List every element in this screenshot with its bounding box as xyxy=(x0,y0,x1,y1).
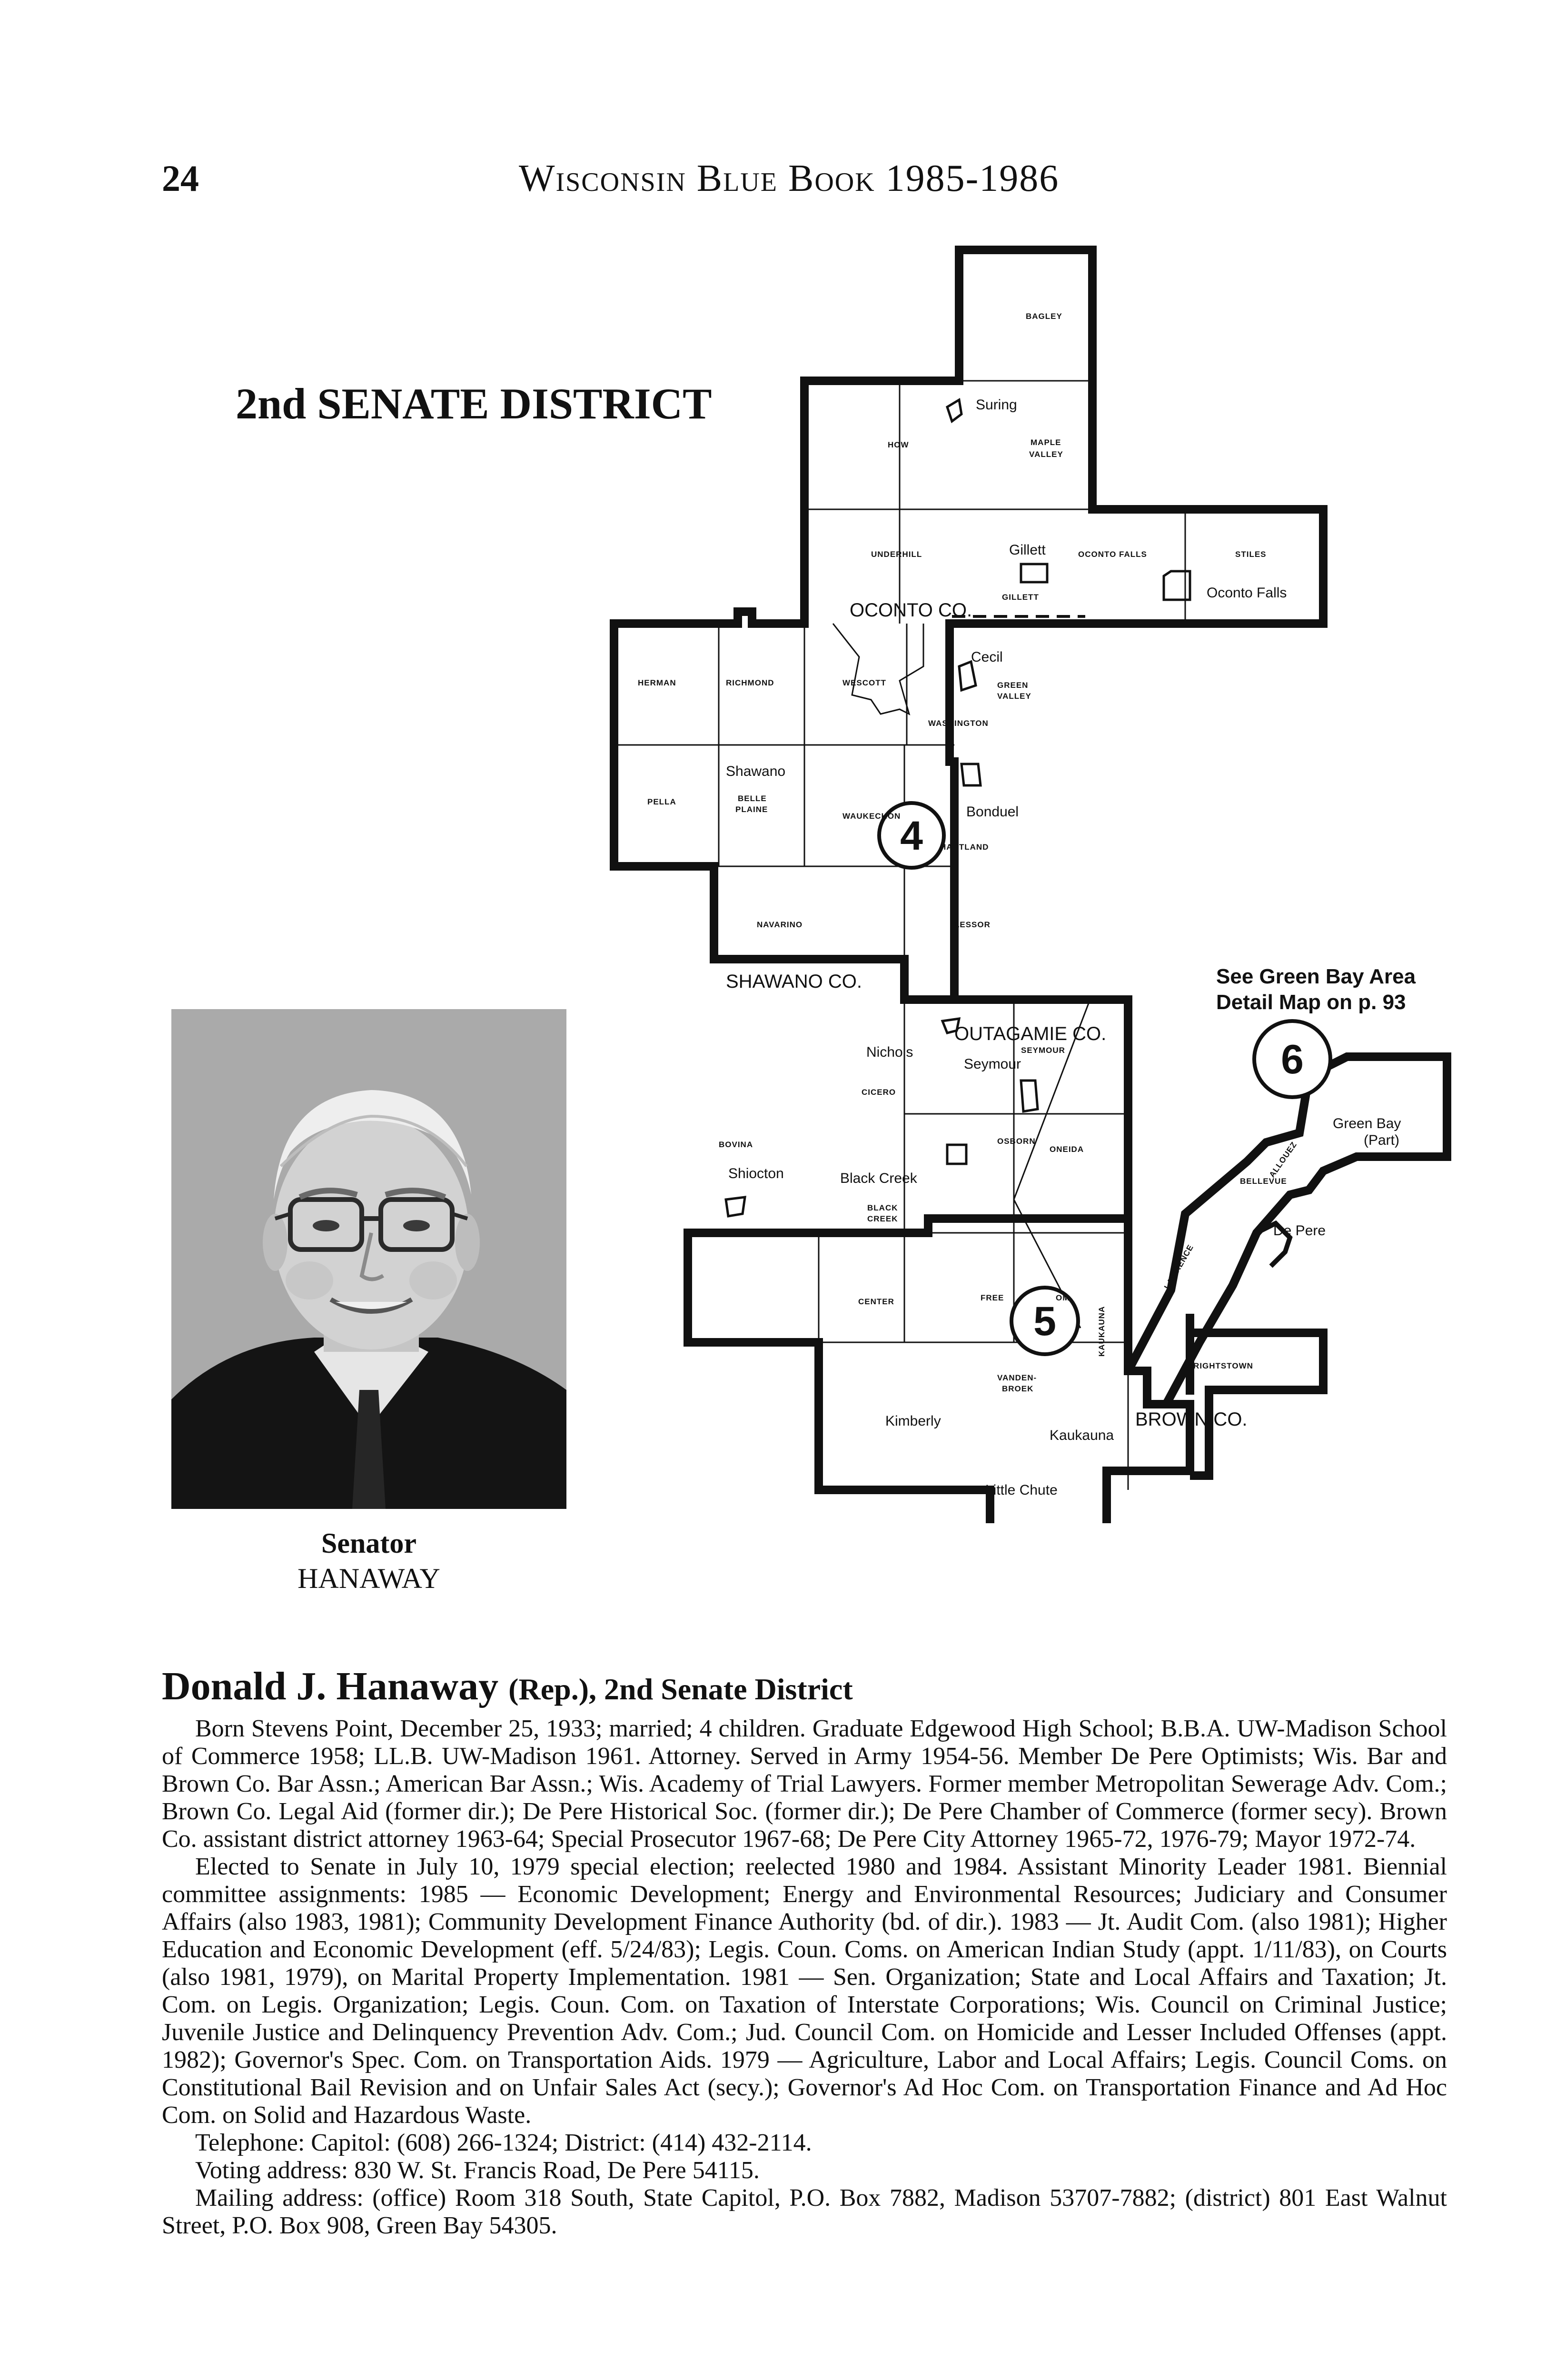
town-label: HARTLAND xyxy=(940,843,989,852)
town-label: STILES xyxy=(1235,550,1267,559)
town-label: FREE xyxy=(981,1293,1004,1302)
county-label-shawano: SHAWANO CO. xyxy=(726,971,862,992)
county-label-brown: BROWN CO. xyxy=(1135,1409,1248,1430)
town-label: CICERO xyxy=(862,1088,896,1097)
town-label: CREEK xyxy=(867,1214,898,1223)
town-label: KAUKAUNA xyxy=(1097,1306,1106,1357)
running-title: Wisconsin Blue Book 1985-1986 xyxy=(519,158,1060,199)
city-label: Nichols xyxy=(866,1044,913,1060)
town-label: VANDEN- xyxy=(997,1373,1037,1382)
town-label: BAGLEY xyxy=(1026,312,1062,321)
senator-portrait xyxy=(171,1009,566,1509)
town-label: GILLETT xyxy=(1002,593,1039,602)
svg-text:6: 6 xyxy=(1281,1037,1304,1082)
svg-text:5: 5 xyxy=(1033,1299,1056,1344)
town-label: HERMAN xyxy=(638,678,676,687)
town-label: PELLA xyxy=(647,797,676,806)
photo-caption xyxy=(171,1526,566,1596)
party-district: (Rep.), 2nd Senate District xyxy=(508,1672,853,1706)
district-title: 2nd SENATE DISTRICT xyxy=(236,379,712,428)
city-label: Kimberly xyxy=(885,1413,941,1429)
city-label: Shiocton xyxy=(728,1166,784,1181)
page-number: 24 xyxy=(162,158,199,199)
bio-paragraph: Born Stevens Point, December 25, 1933; married; 4 children. Graduate Edgewood High School; B.B.A. UW-Madison School of Commerce 1958; LL.B. UW-Madison 1961. Attorney. Served in Army 1954-56. Member De Pere Optimists; Wis. Bar and Brown Co. Bar Assn.; American Bar Assn.; Wis. Academy of Trial Lawyers. Former member Metropolitan Sewerage Adv. Com.; Brown Co. Legal Aid (former dir.); De Pere Historical Soc. (former dir.); De Pere Chamber of Commerce (former secy). Brown Co. assistant district attorney 1963-64; Special Prosecutor 1967-68; De Pere City Attorney 1965-72, 1976-79; Mayor 1972-74. xyxy=(162,1715,1447,1853)
town-label: VALLEY xyxy=(1029,450,1063,459)
town-label: BELLE xyxy=(738,794,767,803)
bio-telephone: Telephone: Capitol: (608) 266-1324; District: (414) 432-2114. xyxy=(195,2129,812,2156)
biography xyxy=(162,1664,1447,2240)
bio-paragraph: Elected to Senate in July 10, 1979 special election; reelected 1980 and 1984. Assistant Minority Leader 1981. Biennial committee assignments: 1985 — Economic Development; Energy and Environmental Resources; Judiciary and Consumer Affairs (also 1983, 1981); Community Development Finance Authority (bd. of dir.). 1983 — Jt. Audit Com. (also 1981); Higher Education and Economic Development (eff. 5/24/83); Legis. Coun. Coms. on American Indian Study (appt. 1/11/83), on Courts (also 1981, 1979), on Marital Property Implementation. 1981 — Sen. Organization; State and Local Affairs and Taxation; Jt. Com. on Legis. Organization; Legis. Coun. Com. on Taxation of Interstate Corporations; Wis. Council on Criminal Justice; Juvenile Justice and Delinquency Prevention Adv. Com.; Jud. Council Com. on Homicide and Lesser Included Offenses (appt. 1982); Governor's Spec. Com. on Transportation Aids. 1979 — Agriculture, Labor and Local Affairs; Legis. Council Coms. on Constitutional Bail Revision and on Unfair Sales Act (secy.); Governor's Ad Hoc Com. on Transportation Finance and Ad Hoc Com. on Solid and Hazardous Waste. xyxy=(162,1853,1447,2129)
town-label: OM xyxy=(1056,1293,1070,1302)
town-label: BLACK xyxy=(867,1203,898,1212)
city-label: Suring xyxy=(976,397,1017,413)
town-label: WESCOTT xyxy=(842,678,886,687)
county-label-oconto: OCONTO CO. xyxy=(850,600,972,621)
city-label: Oconto Falls xyxy=(1207,585,1287,601)
town-label: GREEN xyxy=(997,681,1029,690)
town-label: LAWRENCE xyxy=(1162,1243,1196,1291)
town-label: HOW xyxy=(888,440,909,449)
city-label: Gillett xyxy=(1009,542,1046,558)
town-label: PLAINE xyxy=(735,805,768,814)
town-label: SEYMOUR xyxy=(1021,1046,1065,1055)
town-label: ONEIDA xyxy=(1050,1145,1084,1154)
bio-mailing-address: Mailing address: (office) Room 318 South, State Capitol, P.O. Box 7882, Madison 53707-7882; (district) 801 East Walnut Street, P.O. Box 908, Green Bay 54305. xyxy=(162,2184,1447,2239)
county-label-outagamie: OUTAGAMIE CO. xyxy=(954,1023,1107,1044)
town-label: BELLEVUE xyxy=(1240,1177,1287,1186)
town-label: BROEK xyxy=(1002,1384,1034,1393)
city-label: Seymour xyxy=(964,1056,1021,1072)
senator-name: Donald J. Hanaway xyxy=(162,1664,499,1708)
town-label: WRIGHTSTOWN xyxy=(1185,1361,1253,1370)
city-label: (Part) xyxy=(1364,1132,1399,1148)
assembly-district-6 xyxy=(1254,1021,1330,1097)
town-label: OSBORN xyxy=(997,1137,1036,1146)
town-label: NAVARINO xyxy=(757,920,803,929)
town-label: WAUKECHON xyxy=(842,812,901,821)
map-note: See Green Bay Area Detail Map on p. 93 xyxy=(1216,965,1416,1014)
bio-voting-address: Voting address: 830 W. St. Francis Road, De Pere 54115. xyxy=(195,2157,760,2184)
city-label: Little Chute xyxy=(985,1482,1058,1498)
town-label: CENTER xyxy=(858,1297,894,1306)
caption-name: HANAWAY xyxy=(297,1563,440,1594)
town-label: LESSOR xyxy=(954,920,991,929)
town-label: ALLOUEZ xyxy=(1267,1140,1299,1180)
town-label: MAPLE xyxy=(1031,438,1061,447)
city-label: Bonduel xyxy=(966,804,1019,820)
city-label: De Pere xyxy=(1273,1223,1326,1239)
city-label: Kaukauna xyxy=(1050,1428,1114,1443)
city-label: Cecil xyxy=(971,649,1003,665)
town-label: WASHINGTON xyxy=(928,719,989,728)
town-label: VALLEY xyxy=(997,692,1031,701)
town-label: UNDERHILL xyxy=(871,550,922,559)
caption-role: Senator xyxy=(321,1527,416,1559)
district-boundary xyxy=(614,250,1323,1000)
city-label: Green Bay xyxy=(1333,1116,1401,1131)
bio-heading xyxy=(162,1664,1447,1712)
svg-text:4: 4 xyxy=(900,813,923,859)
district-boundary-south xyxy=(688,1000,1190,1523)
city-label: Black Creek xyxy=(840,1170,917,1186)
town-label: RICHMOND xyxy=(726,678,774,687)
senate-district-map xyxy=(428,238,1452,1523)
town-label: OCONTO FALLS xyxy=(1078,550,1147,559)
town-label: BOVINA xyxy=(719,1140,753,1149)
city-label: Shawano xyxy=(726,764,786,779)
